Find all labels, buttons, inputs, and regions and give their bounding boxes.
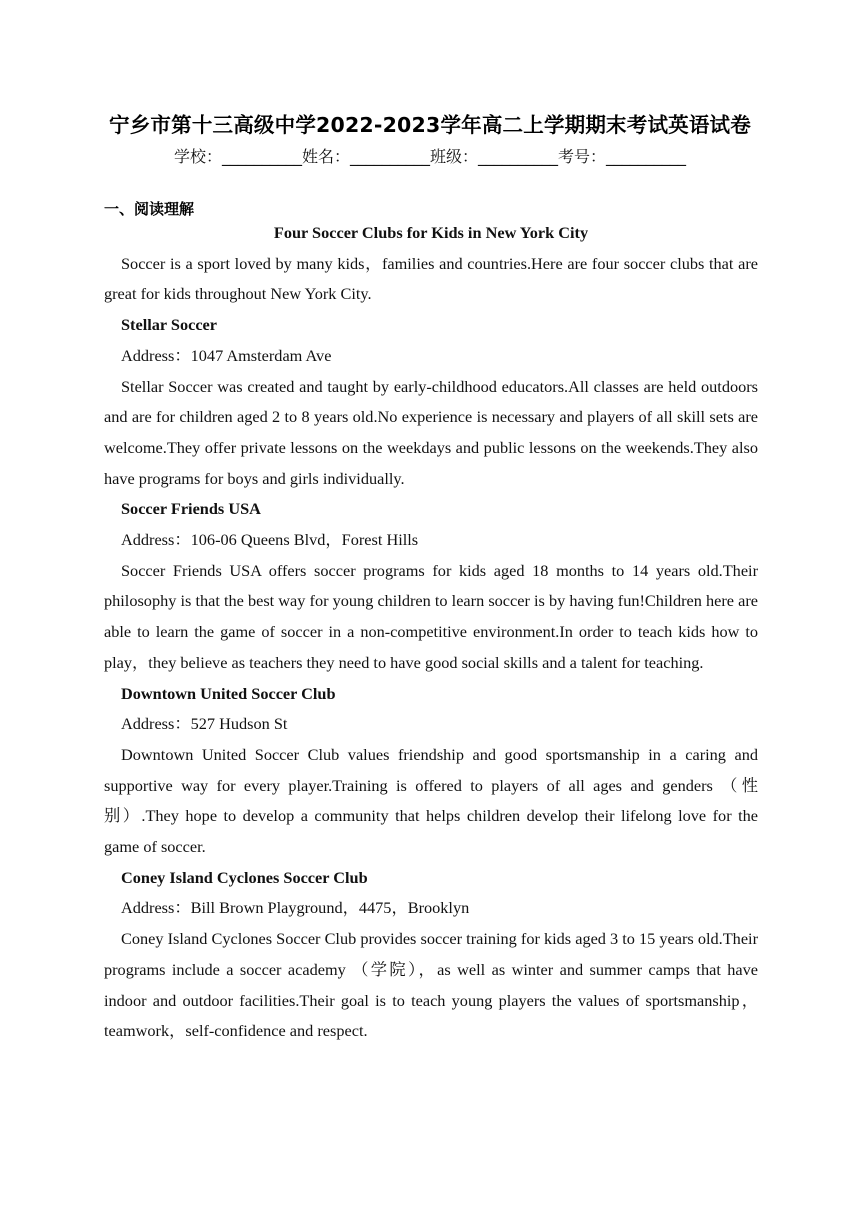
club-name: Downtown United Soccer Club: [121, 683, 336, 703]
club-description: Downtown United Soccer Club values friendship and good sportsmanship in a caring and supportive way for every player.Training is offered to players of all ages and genders （性别）.They hope to develop a community that helps children develop their lifelong love for the game of soccer.: [104, 744, 758, 857]
exam-title: 宁乡市第十三高级中学2022-2023学年高二上学期期末考试英语试卷: [109, 113, 751, 137]
club-description: Stellar Soccer was created and taught by early-childhood educators.All classes are held outdoors and are for children aged 2 to 8 years old.No experience is necessary and players of all skill sets are welcome.They offer private lessons on the weekdays and public lessons on the weekends.They also have programs for boys and girls individually.: [104, 376, 758, 488]
club-name: Coney Island Cyclones Soccer Club: [121, 867, 368, 887]
passage-intro: Soccer is a sport loved by many kids，families and countries.Here are four soccer clubs that are great for kids throughout New York City.: [104, 253, 758, 304]
club-name: Soccer Friends USA: [121, 499, 261, 519]
passage-title: Four Soccer Clubs for Kids in New York City: [273, 223, 589, 242]
club-address: Address：527 Hudson St: [121, 714, 288, 734]
student-info-line: 学校：__________姓名：__________班级：__________考号：__________: [173, 147, 686, 166]
club-address: Address：1047 Amsterdam Ave: [121, 345, 332, 365]
section-heading: 一、阅读理解: [104, 200, 195, 218]
club-address: Address：Bill Brown Playground，4475，Brooklyn: [121, 898, 470, 918]
club-description: Coney Island Cyclones Soccer Club provides soccer training for kids aged 3 to 15 years old.Their programs include a soccer academy （学院），as well as winter and summer camps that have indoor and outdoor facilities.Their goal is to teach young players the values of sportsmanship，teamwork，self-confidence and respect.: [104, 929, 758, 1041]
club-description: Soccer Friends USA offers soccer programs for kids aged 18 months to 14 years old.Their philosophy is that the best way for young children to learn soccer is by having fun!Children here are able to learn the game of soccer in a non-competitive environment.In order to teach kids how to play，they believe as teachers they need to have good social skills and a talent for teaching.: [104, 560, 758, 672]
reading-passage: [104, 218, 758, 1047]
club-name: Stellar Soccer: [121, 315, 217, 335]
club-address: Address：106-06 Queens Blvd，Forest Hills: [121, 530, 419, 550]
